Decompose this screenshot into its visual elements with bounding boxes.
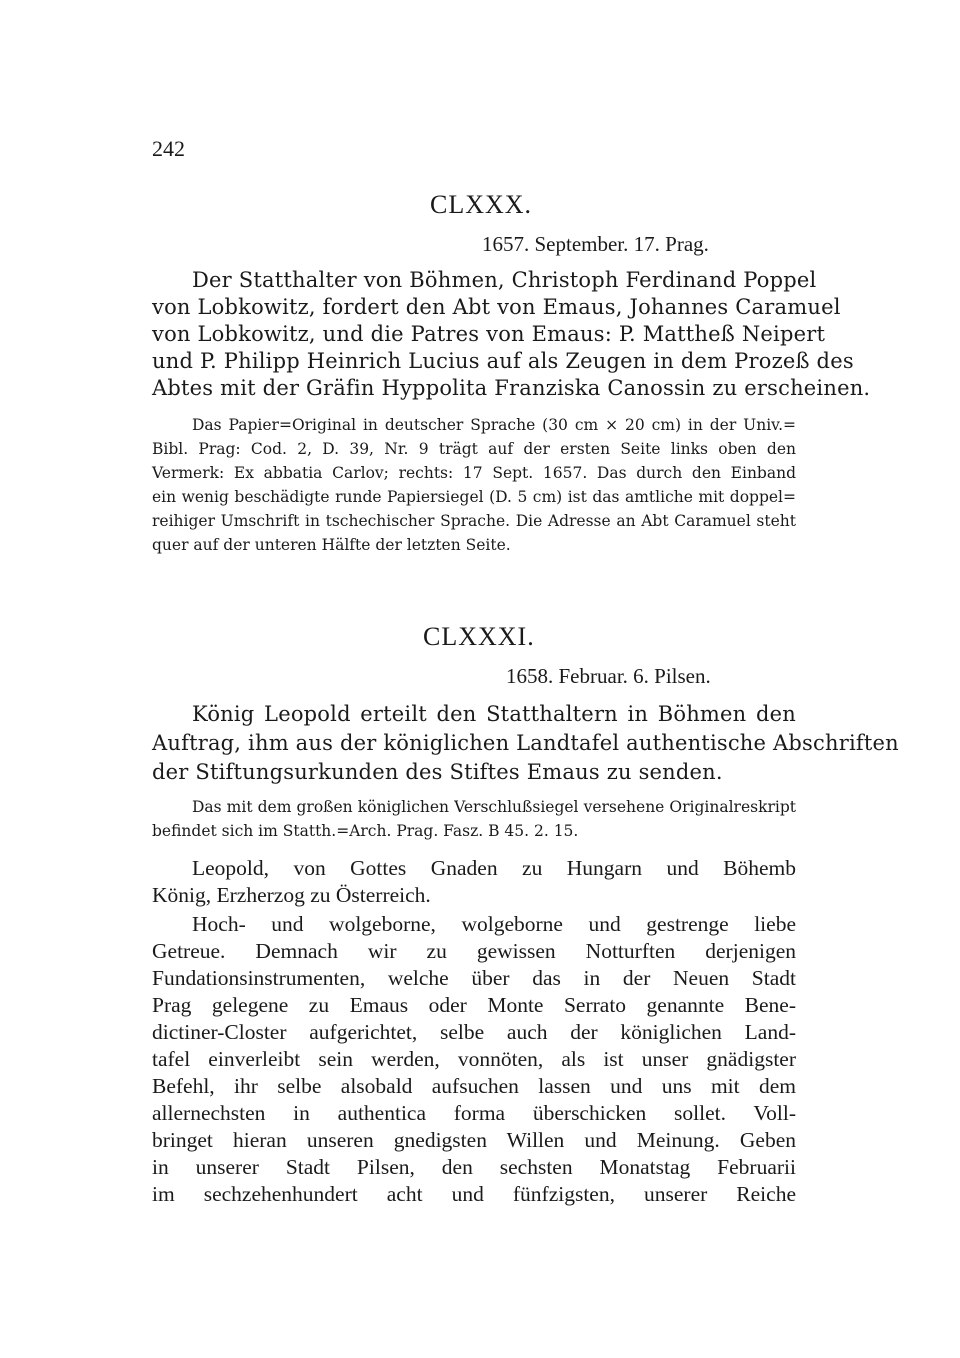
text-line: Getreue. Demnach wir zu gewissen Notturften derjenigen bbox=[152, 939, 796, 963]
summary-line: von Lobkowitz, fordert den Abt von Emaus, Johannes Caramuel bbox=[152, 295, 841, 319]
summary-line: König Leopold erteilt den Statthaltern in Böhmen den bbox=[192, 702, 796, 726]
text-line: allernechsten in authentica forma überschicken sollet. Voll- bbox=[152, 1101, 796, 1125]
summary-line: und P. Philipp Heinrich Lucius auf als Zeugen in dem Prozeß des bbox=[152, 349, 854, 373]
text-line: im sechzehenhundert acht und fünfzigsten, unserer Reiche bbox=[152, 1182, 796, 1206]
document-numeral-clxxxi: CLXXXI. bbox=[423, 622, 535, 651]
note-line: ein wenig beschädigte runde Papiersiegel (D. 5 cm) ist das amtliche mit doppel= bbox=[152, 488, 796, 506]
summary-line: Auftrag, ihm aus der königlichen Landtafel authentische Abschriften bbox=[152, 731, 899, 755]
document-text-clxxxi bbox=[152, 856, 796, 1216]
note-line: Das Papier=Original in deutscher Sprache (30 cm × 20 cm) in der Univ.= bbox=[192, 416, 796, 434]
summary-line: Abtes mit der Gräfin Hyppolita Franziska Canossin zu erscheinen. bbox=[152, 376, 871, 400]
text-line: bringet hieran unseren gnedigsten Willen und Meinung. Geben bbox=[152, 1128, 796, 1152]
note-line: quer auf der unteren Hälfte der letzten Seite. bbox=[152, 536, 511, 554]
summary-clxxxi bbox=[152, 702, 899, 792]
note-line: befindet sich im Statth.=Arch. Prag. Fasz. B 45. 2. 15. bbox=[152, 822, 579, 840]
text-line: Befehl, ihr selbe alsobald aufsuchen lassen und uns mit dem bbox=[152, 1074, 796, 1098]
summary-line: von Lobkowitz, und die Patres von Emaus: P. Mattheß Neipert bbox=[152, 322, 826, 346]
note-line: Das mit dem großen königlichen Verschlußsiegel versehene Originalreskript bbox=[192, 798, 796, 816]
note-line: Vermerk: Ex abbatia Carlov; rechts: 17 Sept. 1657. Das durch den Einband bbox=[152, 464, 796, 482]
archival-note-clxxx bbox=[152, 416, 796, 556]
text-line: Hoch- und wolgeborne, wolgeborne und gestrenge liebe bbox=[192, 912, 796, 936]
page-number: 242 bbox=[152, 136, 185, 161]
text-line: Prag gelegene zu Emaus oder Monte Serrato genannte Bene- bbox=[152, 993, 796, 1017]
text-line: Leopold, von Gottes Gnaden zu Hungarn und Böhemb bbox=[192, 856, 796, 880]
dateline-clxxxi: 1658. Februar. 6. Pilsen. bbox=[506, 664, 711, 688]
note-line: Bibl. Prag: Cod. 2, D. 39, Nr. 9 trägt auf der ersten Seite links oben den bbox=[152, 440, 796, 458]
summary-line: Der Statthalter von Böhmen, Christoph Ferdinand Poppel bbox=[192, 268, 817, 292]
note-line: reihiger Umschrift in tschechischer Sprache. Die Adresse an Abt Caramuel steht bbox=[152, 512, 796, 530]
archival-note-clxxxi bbox=[152, 798, 796, 848]
document-numeral-clxxx: CLXXX. bbox=[430, 190, 533, 219]
text-line: in unserer Stadt Pilsen, den sechsten Monatstag Februarii bbox=[152, 1155, 796, 1179]
summary-line: der Stiftungsurkunden des Stiftes Emaus zu senden. bbox=[152, 760, 723, 784]
text-line: Fundationsinstrumenten, welche über das in der Neuen Stadt bbox=[152, 966, 796, 990]
text-line: dictiner-Closter aufgerichtet, selbe auch der königlichen Land- bbox=[152, 1020, 796, 1044]
text-line: König, Erzherzog zu Österreich. bbox=[152, 883, 431, 907]
summary-clxxx bbox=[152, 268, 871, 408]
text-line: tafel einverleibt sein werden, vonnöten, als ist unser gnädigster bbox=[152, 1047, 796, 1071]
dateline-clxxx: 1657. September. 17. Prag. bbox=[482, 232, 709, 256]
